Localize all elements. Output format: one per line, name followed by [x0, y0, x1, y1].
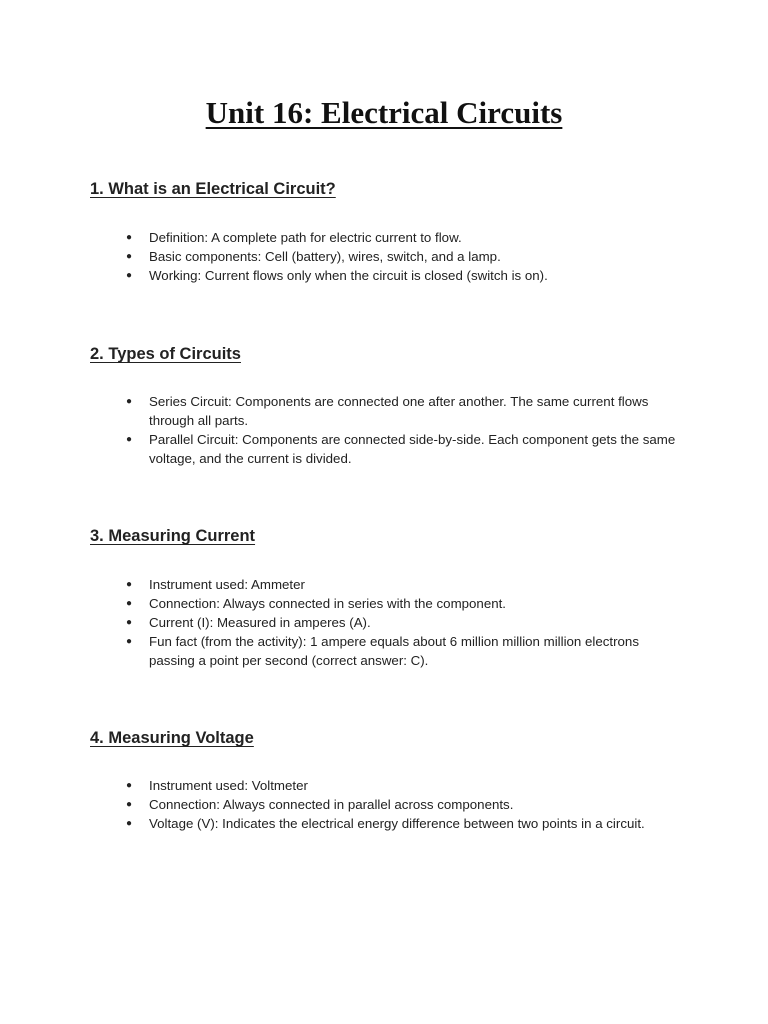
bullet-icon: ●	[126, 598, 133, 609]
list-item-text: Parallel Circuit: Components are connected side-by-side. Each component gets the same voltage, and the current is divided.	[149, 432, 676, 466]
bullet-icon: ●	[126, 636, 133, 647]
list-item	[126, 228, 686, 247]
list-item-text: Basic components: Cell (battery), wires, switch, and a lamp.	[149, 249, 501, 264]
list-item	[126, 392, 686, 430]
list-item-text: Fun fact (from the activity): 1 ampere equals about 6 million million million electrons passing a point per second (correct answer: C).	[149, 634, 639, 668]
bullet-icon: ●	[126, 818, 133, 829]
bullet-icon: ●	[126, 232, 133, 243]
list-item-text: Connection: Always connected in series with the component.	[149, 596, 507, 611]
bullet-icon: ●	[126, 434, 133, 445]
document-title: Unit 16: Electrical Circuits	[205, 95, 563, 130]
bullet-icon: ●	[126, 270, 133, 281]
section-what-is-circuit	[90, 178, 690, 283]
section-heading: 2. Types of Circuits	[90, 345, 241, 363]
section-heading: 1. What is an Electrical Circuit?	[90, 180, 336, 198]
section-measuring-current	[90, 525, 690, 668]
bullet-icon: ●	[126, 396, 133, 407]
bullet-list	[126, 392, 686, 468]
list-item-text: Working: Current flows only when the circuit is closed (switch is on).	[149, 268, 548, 283]
list-item	[126, 266, 686, 285]
bullet-icon: ●	[126, 579, 133, 590]
list-item-text: Instrument used: Ammeter	[149, 577, 305, 592]
list-item	[126, 632, 686, 670]
bullet-icon: ●	[126, 251, 133, 262]
bullet-list	[126, 776, 686, 833]
bullet-icon: ●	[126, 780, 133, 791]
section-heading: 4. Measuring Voltage	[90, 729, 254, 747]
list-item-text: Series Circuit: Components are connected one after another. The same current flows through all parts.	[149, 394, 649, 428]
list-item-text: Instrument used: Voltmeter	[149, 778, 308, 793]
list-item	[126, 575, 686, 594]
section-types-of-circuits	[90, 343, 690, 466]
bullet-list	[126, 228, 686, 285]
bullet-icon: ●	[126, 799, 133, 810]
list-item-text: Connection: Always connected in parallel across components.	[149, 797, 514, 812]
list-item	[126, 795, 686, 814]
bullet-icon: ●	[126, 617, 133, 628]
list-item	[126, 613, 686, 632]
list-item	[126, 814, 686, 833]
list-item-text: Voltage (V): Indicates the electrical energy difference between two points in a circuit.	[149, 816, 645, 831]
section-measuring-voltage	[90, 727, 690, 831]
list-item	[126, 430, 686, 468]
section-heading: 3. Measuring Current	[90, 527, 256, 545]
list-item	[126, 594, 686, 613]
list-item-text: Current (I): Measured in amperes (A).	[149, 615, 371, 630]
list-item	[126, 247, 686, 266]
list-item-text: Definition: A complete path for electric current to flow.	[149, 230, 462, 245]
bullet-list	[126, 575, 686, 670]
list-item	[126, 776, 686, 795]
